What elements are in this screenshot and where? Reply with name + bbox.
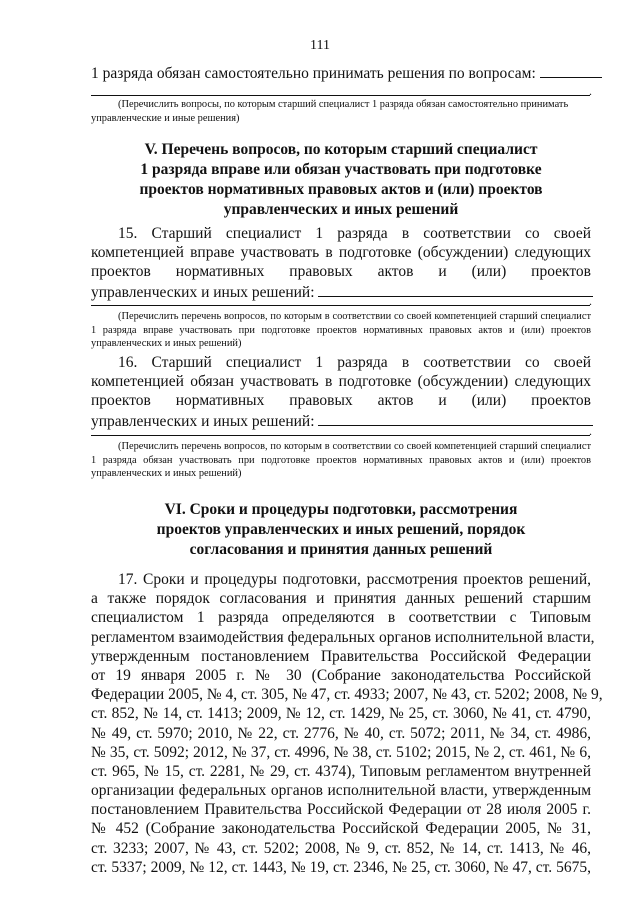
paragraph-line: постановлением Правительства Российской Федерации от 28 июля 2005 г. [91, 801, 591, 819]
intro-text: 1 разряда обязан самостоятельно принимать решения по вопросам: [91, 65, 536, 82]
paragraph-line: управленческих и иных решений: [91, 282, 591, 301]
heading-line: проектов нормативных правовых актов и (или) проектов [139, 181, 543, 198]
heading-line: управленческих и иных решений [223, 201, 459, 218]
paragraph-line: а также порядок согласования и принятия данных решений старшим [91, 590, 591, 608]
rule-end-mark: . [589, 84, 592, 98]
paragraph-16 [91, 353, 591, 430]
heading-line: VI. Сроки и процедуры подготовки, рассмотрения [164, 501, 518, 518]
paragraph-line: № 49, ст. 5970; 2010, № 22, ст. 2776, № 40, ст. 5072; 2011, № 34, ст. 4986, [91, 724, 591, 742]
paragraph-line: организации федеральных органов исполнительной власти, утвержденным [91, 782, 591, 800]
heading-line: 1 разряда вправе или обязан участвовать при подготовке [140, 161, 542, 178]
paragraph-line: специалистом 1 разряда определяются в соответствии с Типовым [91, 609, 591, 627]
note-16: (Перечислить перечень вопросов, по которым в соответствии со своей компетенцией старший специалист 1 разряда обязан участвовать при подготовке проектов нормативных правовых актов и (или) проектов управленческих и иных решений) [91, 441, 591, 479]
rule-end-mark: . [589, 424, 592, 438]
heading-line: проектов управленческих и иных решений, порядок [156, 521, 526, 538]
blank-rule [91, 95, 590, 96]
paragraph-line: компетенцией вправе участвовать в подготовке (обсуждении) следующих [91, 244, 591, 262]
paragraph-line: ст. 852, № 14, ст. 1413; 2009, № 12, ст. 1429, № 25, ст. 3060, № 41, ст. 4790, [91, 705, 591, 723]
intro-line [91, 63, 591, 83]
paragraph-line: 17. Сроки и процедуры подготовки, рассмотрения проектов решений, [118, 571, 591, 588]
paragraph-line: проектов нормативных правовых актов и (или) проектов [91, 392, 591, 410]
blank-rule [91, 435, 590, 436]
answer-blank [318, 411, 593, 426]
paragraph-line: от 19 января 2005 г. № 30 (Собрание законодательства Российской [91, 666, 591, 684]
paragraph-line: Федерации 2005, № 4, ст. 305, № 47, ст. 4933; 2007, № 43, ст. 5202; 2008, № 9, [91, 686, 603, 704]
note-15: (Перечислить перечень вопросов, по которым в соответствии со своей компетенцией старший специалист 1 разряда вправе участвовать при подготовке проектов нормативных правовых актов и (или) проектов управленческих и иных решений) [91, 311, 591, 349]
paragraph-line: утвержденным постановлением Правительства Российской Федерации [91, 647, 591, 665]
page-number: 111 [310, 38, 330, 53]
paragraph-line: регламентом взаимодействия федеральных органов исполнительной власти, [91, 628, 595, 646]
intro-note: (Перечислить вопросы, по которым старший специалист 1 разряда обязан самостоятельно принимать управленческие и иные решения) [91, 99, 569, 124]
paragraph-15 [91, 224, 591, 301]
paragraph-line: ст. 965, № 15, ст. 2281, № 29, ст. 4374), Типовым регламентом внутренней [91, 762, 591, 780]
paragraph-line: ст. 5337; 2009, № 12, ст. 1443, № 19, ст. 2346, № 25, ст. 3060, № 47, ст. 5675, [91, 858, 591, 876]
paragraph-line: № 35, ст. 5092; 2012, № 37, ст. 4996, № 38, ст. 5102; 2015, № 2, ст. 461, № 6, [91, 743, 591, 761]
heading-line: V. Перечень вопросов, по которым старший специалист [144, 141, 538, 158]
intro-blank [540, 63, 602, 78]
paragraph-line: 15. Старший специалист 1 разряда в соответствии со своей [118, 225, 591, 242]
paragraph-line: управленческих и иных решений: [91, 411, 591, 430]
section-6-heading [91, 500, 591, 560]
rule-end-mark: . [589, 294, 592, 308]
heading-line: согласования и принятия данных решений [189, 541, 493, 558]
paragraph-17 [91, 570, 603, 877]
paragraph-line: 16. Старший специалист 1 разряда в соответствии со своей [118, 354, 591, 371]
paragraph-line: № 452 (Собрание законодательства Российской Федерации 2005, № 31, [91, 820, 591, 838]
section-5-heading [91, 140, 591, 220]
paragraph-line: проектов нормативных правовых актов и (или) проектов [91, 263, 591, 281]
paragraph-line: ст. 3233; 2007, № 43, ст. 5202; 2008, № 9, ст. 852, № 14, ст. 1413, № 46, [91, 839, 591, 857]
paragraph-line: компетенцией обязан участвовать в подготовке (обсуждении) следующих [91, 373, 591, 391]
blank-rule [91, 305, 590, 306]
answer-blank [318, 282, 593, 297]
